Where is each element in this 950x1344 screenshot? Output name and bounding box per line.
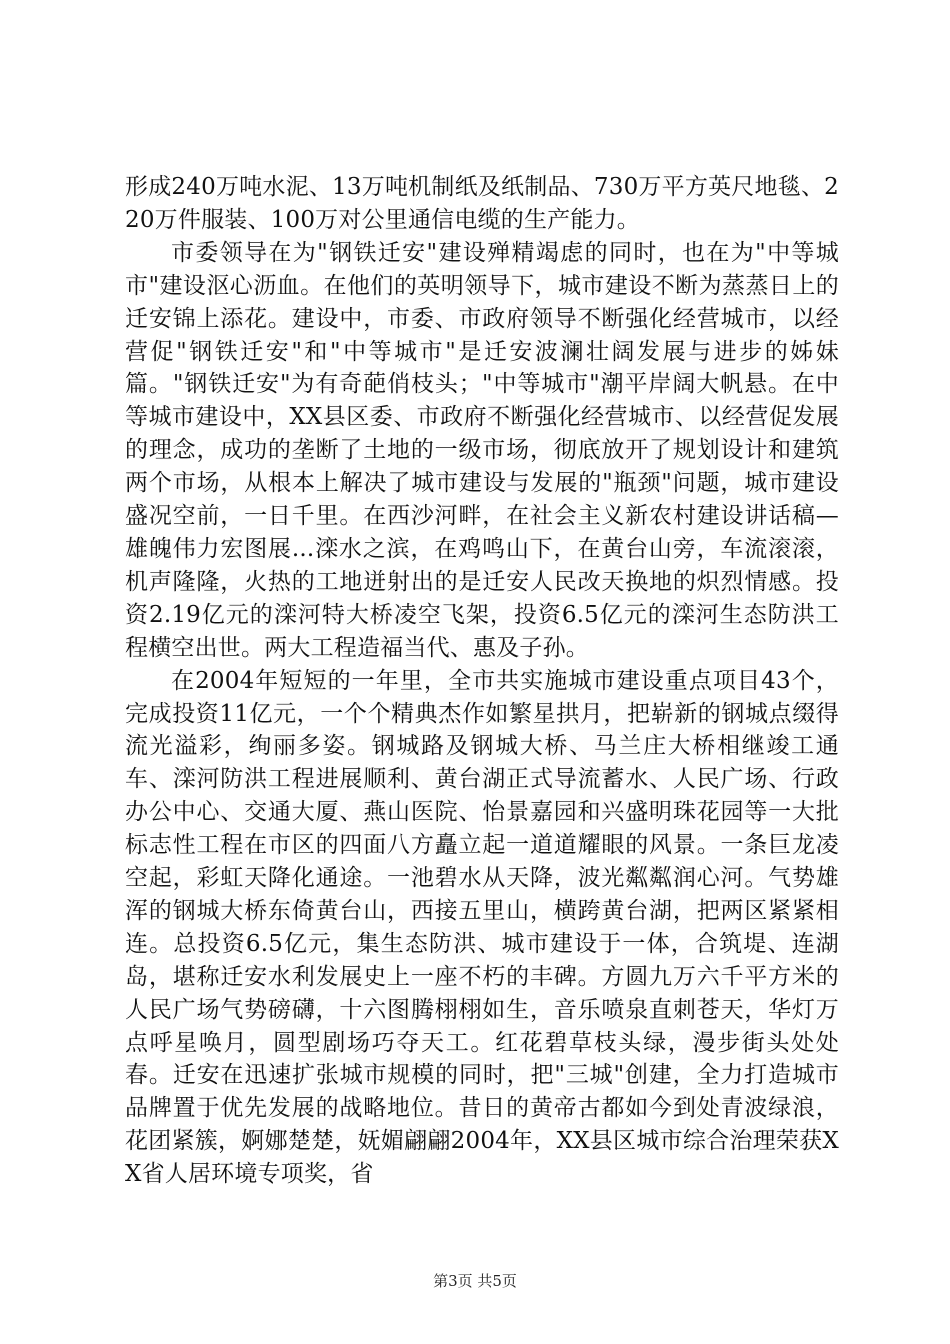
paragraph-city-construction: 市委领导在为"钢铁迁安"建设殚精竭虑的同时，也在为"中等城市"建设沤心沥血。在他们的英明领导下，城市建设不断为蒸蒸日上的迁安锦上添花。建设中，市委、市政府领导不断强化经营城市，以经营促"钢铁迁安"和"中等城市"是迁安波澜壮阔发展与进步的姊妹篇。"钢铁迁安"为有奇葩俏枝头；"中等城市"潮平岸阔大帆悬。在中等城市建设中，XX县区委、市政府不断强化经营城市、以经营促发展的理念，成功的垄断了土地的一级市场，彻底放开了规划设计和建筑两个市场，从根本上解决了城市建设与发展的"瓶颈"问题，城市建设盛况空前，一日千里。在西沙河畔，在社会主义新农村建设讲话稿—雄魄伟力宏图展...滦水之滨，在鸡鸣山下，在黄台山旁，车流滚滚，机声隆隆，火热的工地迸射出的是迁安人民改天换地的炽烈情感。投资2.19亿元的滦河特大桥凌空飞架，投资6.5亿元的滦河生态防洪工程横空出世。两大工程造福当代、惠及子孙。 (125, 239, 839, 661)
page-number-footer: 第3页 共5页 (433, 1272, 517, 1290)
paragraph-2004-projects: 在2004年短短的一年里，全市共实施城市建设重点项目43个，完成投资11亿元，一个个精典杰作如繁星拱月，把崭新的钢城点缀得流光溢彩，绚丽多姿。钢城路及钢城大桥、马兰庄大桥相继竣工通车、滦河防洪工程进展顺利、黄台湖正式导流蓄水、人民广场、行政办公中心、交通大厦、燕山医院、怡景嘉园和兴盛明珠花园等一大批标志性工程在市区的四面八方矗立起一道道耀眼的风景。一条巨龙凌空起，彩虹天降化通途。一池碧水从天降，波光粼粼润心河。气势雄浑的钢城大桥东倚黄台山，西接五里山，横跨黄台湖，把两区紧紧相连。总投资6.5亿元，集生态防洪、城市建设于一体，合筑堤、连湖岛，堪称迁安水利发展史上一座不朽的丰碑。方圆九万六千平方米的人民广场气势磅礴，十六图腾栩栩如生，音乐喷泉直刺苍天，华灯万点呼星唤月，圆型剧场巧夺天工。红花碧草枝头绿，漫步街头处处春。迁安在迅速扩张城市规模的同时，把"三城"创建，全力打造城市品牌置于优先发展的战略地位。昔日的黄帝古都如今到处青波绿浪，花团紧簇，婀娜楚楚，妩媚翩翩2004年，XX县区城市综合治理荣获XX省人居环境专项奖，省 (125, 667, 839, 1188)
paragraph-continued: 形成240万吨水泥、13万吨机制纸及纸制品、730万平方英尺地毯、220万件服装、100万对公里通信电缆的生产能力。 (125, 174, 839, 233)
document-body (125, 171, 839, 1191)
